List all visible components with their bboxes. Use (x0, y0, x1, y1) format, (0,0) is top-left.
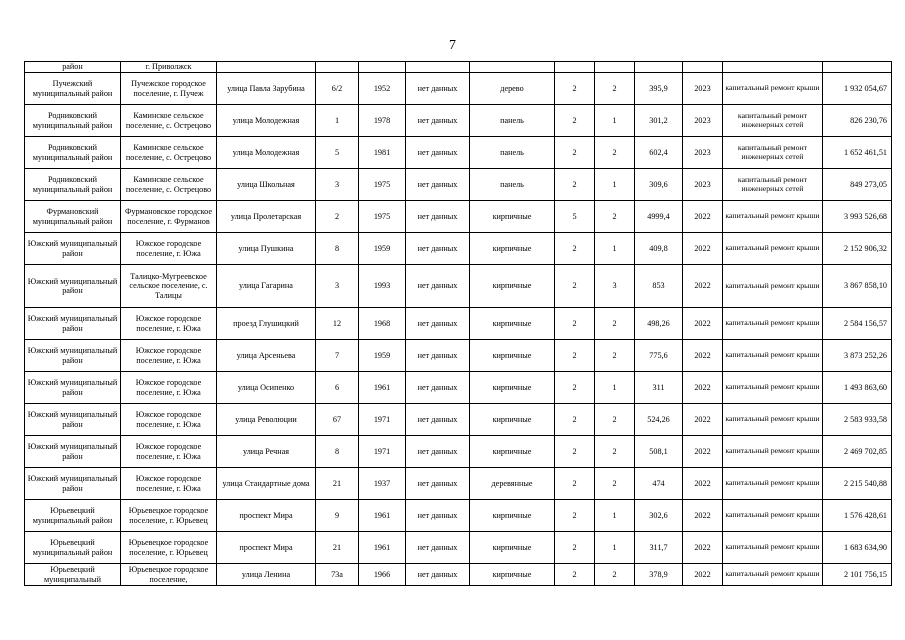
house-number-cell: 8 (316, 436, 359, 468)
build-year-cell: 1937 (359, 468, 406, 500)
table-row (25, 62, 892, 73)
table-row (25, 340, 892, 372)
district-cell: Родниковский муниципальный район (25, 169, 121, 201)
floors-cell: 2 (555, 564, 595, 586)
work-type-cell: капитальный ремонт крыши (723, 73, 823, 105)
house-number-cell: 67 (316, 404, 359, 436)
plan-year-cell: 2022 (683, 564, 723, 586)
area-cell: 853 (635, 265, 683, 308)
entrances-cell: 1 (595, 532, 635, 564)
street-cell: улица Революции (217, 404, 316, 436)
work-type-cell: капитальный ремонт инженерных сетей (723, 169, 823, 201)
district-cell: Юрьевецкий муниципальный район (25, 532, 121, 564)
house-number-cell: 12 (316, 308, 359, 340)
floors-cell: 2 (555, 169, 595, 201)
table-row (25, 532, 892, 564)
street-cell: улица Ленина (217, 564, 316, 586)
district-cell: Родниковский муниципальный район (25, 137, 121, 169)
work-type-cell: капитальный ремонт крыши (723, 468, 823, 500)
plan-year-cell: 2022 (683, 372, 723, 404)
build-year-cell: 1952 (359, 73, 406, 105)
entrances-cell: 1 (595, 233, 635, 265)
wall-material-cell: панель (470, 137, 555, 169)
wall-material-cell: кирпичные (470, 436, 555, 468)
plan-year-cell: 2022 (683, 308, 723, 340)
page-number: 7 (449, 38, 456, 53)
build-year-cell (359, 62, 406, 73)
work-type-cell (723, 62, 823, 73)
table-row (25, 169, 892, 201)
plan-year-cell: 2022 (683, 233, 723, 265)
build-year-cell: 1971 (359, 436, 406, 468)
wall-material-cell: панель (470, 169, 555, 201)
cost-cell: 2 469 702,85 (823, 436, 892, 468)
street-cell: проезд Глушицкий (217, 308, 316, 340)
table-row (25, 372, 892, 404)
district-cell: Родниковский муниципальный район (25, 105, 121, 137)
entrances-cell: 2 (595, 201, 635, 233)
settlement-cell: г. Приволжск (121, 62, 217, 73)
floors-cell: 2 (555, 404, 595, 436)
area-cell: 311,7 (635, 532, 683, 564)
street-cell: улица Осипенко (217, 372, 316, 404)
renovation-cell: нет данных (406, 265, 470, 308)
house-number-cell: 1 (316, 105, 359, 137)
cost-cell: 2 583 933,58 (823, 404, 892, 436)
floors-cell: 2 (555, 372, 595, 404)
settlement-cell: Юрьевецкое городское поселение, (121, 564, 217, 586)
renovation-cell: нет данных (406, 532, 470, 564)
entrances-cell: 2 (595, 340, 635, 372)
settlement-cell: Юрьевецкое городское поселение, г. Юрьевец (121, 532, 217, 564)
floors-cell (555, 62, 595, 73)
renovation-cell: нет данных (406, 436, 470, 468)
housing-register-table (24, 61, 892, 586)
wall-material-cell: деревянные (470, 468, 555, 500)
house-number-cell: 8 (316, 233, 359, 265)
work-type-cell: капитальный ремонт инженерных сетей (723, 105, 823, 137)
floors-cell: 2 (555, 468, 595, 500)
settlement-cell: Южское городское поселение, г. Южа (121, 372, 217, 404)
area-cell: 378,9 (635, 564, 683, 586)
plan-year-cell: 2023 (683, 169, 723, 201)
renovation-cell: нет данных (406, 137, 470, 169)
wall-material-cell (470, 62, 555, 73)
house-number-cell: 3 (316, 169, 359, 201)
cost-cell: 1 683 634,90 (823, 532, 892, 564)
cost-cell: 1 576 428,61 (823, 500, 892, 532)
district-cell: Юрьевецкий муниципальный район (25, 500, 121, 532)
wall-material-cell: кирпичные (470, 308, 555, 340)
area-cell: 498,26 (635, 308, 683, 340)
work-type-cell: капитальный ремонт крыши (723, 233, 823, 265)
wall-material-cell: кирпичные (470, 265, 555, 308)
floors-cell: 2 (555, 73, 595, 105)
street-cell: улица Молодежная (217, 105, 316, 137)
cost-cell: 826 230,76 (823, 105, 892, 137)
renovation-cell: нет данных (406, 404, 470, 436)
renovation-cell: нет данных (406, 233, 470, 265)
entrances-cell: 2 (595, 404, 635, 436)
entrances-cell: 1 (595, 500, 635, 532)
table-row (25, 73, 892, 105)
build-year-cell: 1978 (359, 105, 406, 137)
street-cell: улица Речная (217, 436, 316, 468)
settlement-cell: Юрьевецкое городское поселение, г. Юрьевец (121, 500, 217, 532)
street-cell: улица Стандартные дома (217, 468, 316, 500)
floors-cell: 5 (555, 201, 595, 233)
settlement-cell: Каминское сельское поселение, с. Острецово (121, 169, 217, 201)
table-row (25, 137, 892, 169)
table-row (25, 564, 892, 586)
settlement-cell: Южское городское поселение, г. Южа (121, 340, 217, 372)
house-number-cell: 5 (316, 137, 359, 169)
work-type-cell: капитальный ремонт крыши (723, 404, 823, 436)
district-cell: Южский муниципальный район (25, 404, 121, 436)
build-year-cell: 1975 (359, 169, 406, 201)
cost-cell: 2 584 156,57 (823, 308, 892, 340)
settlement-cell: Талицко-Мугреевское сельское поселение, с. Талицы (121, 265, 217, 308)
renovation-cell (406, 62, 470, 73)
area-cell: 309,6 (635, 169, 683, 201)
renovation-cell: нет данных (406, 105, 470, 137)
house-number-cell (316, 62, 359, 73)
work-type-cell: капитальный ремонт инженерных сетей (723, 137, 823, 169)
build-year-cell: 1959 (359, 340, 406, 372)
build-year-cell: 1961 (359, 372, 406, 404)
table-row (25, 404, 892, 436)
area-cell: 395,9 (635, 73, 683, 105)
plan-year-cell: 2022 (683, 404, 723, 436)
renovation-cell: нет данных (406, 468, 470, 500)
house-number-cell: 3 (316, 265, 359, 308)
district-cell: Южский муниципальный район (25, 436, 121, 468)
entrances-cell: 1 (595, 105, 635, 137)
area-cell: 775,6 (635, 340, 683, 372)
settlement-cell: Южское городское поселение, г. Южа (121, 436, 217, 468)
build-year-cell: 1968 (359, 308, 406, 340)
renovation-cell: нет данных (406, 372, 470, 404)
work-type-cell: капитальный ремонт крыши (723, 308, 823, 340)
cost-cell: 849 273,05 (823, 169, 892, 201)
plan-year-cell: 2022 (683, 340, 723, 372)
wall-material-cell: кирпичные (470, 372, 555, 404)
renovation-cell: нет данных (406, 564, 470, 586)
work-type-cell: капитальный ремонт крыши (723, 436, 823, 468)
entrances-cell: 3 (595, 265, 635, 308)
floors-cell: 2 (555, 340, 595, 372)
table-row (25, 500, 892, 532)
house-number-cell: 7 (316, 340, 359, 372)
district-cell: Южский муниципальный район (25, 233, 121, 265)
cost-cell: 1 652 461,51 (823, 137, 892, 169)
area-cell: 311 (635, 372, 683, 404)
entrances-cell: 1 (595, 169, 635, 201)
table-row (25, 201, 892, 233)
entrances-cell: 2 (595, 564, 635, 586)
work-type-cell: капитальный ремонт крыши (723, 372, 823, 404)
build-year-cell: 1981 (359, 137, 406, 169)
settlement-cell: Каминское сельское поселение, с. Острецово (121, 105, 217, 137)
house-number-cell: 2 (316, 201, 359, 233)
street-cell: улица Молодежная (217, 137, 316, 169)
entrances-cell: 2 (595, 468, 635, 500)
street-cell: улица Арсеньева (217, 340, 316, 372)
plan-year-cell: 2022 (683, 468, 723, 500)
work-type-cell: капитальный ремонт крыши (723, 340, 823, 372)
settlement-cell: Южское городское поселение, г. Южа (121, 233, 217, 265)
build-year-cell: 1966 (359, 564, 406, 586)
cost-cell: 3 873 252,26 (823, 340, 892, 372)
street-cell: улица Школьная (217, 169, 316, 201)
area-cell: 508,1 (635, 436, 683, 468)
table-row (25, 436, 892, 468)
street-cell: улица Пушкина (217, 233, 316, 265)
floors-cell: 2 (555, 308, 595, 340)
table-row (25, 233, 892, 265)
house-number-cell: 73а (316, 564, 359, 586)
build-year-cell: 1959 (359, 233, 406, 265)
floors-cell: 2 (555, 137, 595, 169)
street-cell: улица Павла Зарубина (217, 73, 316, 105)
district-cell: Южский муниципальный район (25, 468, 121, 500)
wall-material-cell: кирпичные (470, 564, 555, 586)
floors-cell: 2 (555, 532, 595, 564)
cost-cell: 1 493 863,60 (823, 372, 892, 404)
cost-cell: 2 101 756,15 (823, 564, 892, 586)
build-year-cell: 1961 (359, 500, 406, 532)
table-row (25, 308, 892, 340)
district-cell: Южский муниципальный район (25, 372, 121, 404)
cost-cell: 3 867 858,10 (823, 265, 892, 308)
area-cell: 602,4 (635, 137, 683, 169)
work-type-cell: капитальный ремонт крыши (723, 500, 823, 532)
entrances-cell: 1 (595, 372, 635, 404)
cost-cell: 3 993 526,68 (823, 201, 892, 233)
house-number-cell: 9 (316, 500, 359, 532)
renovation-cell: нет данных (406, 308, 470, 340)
district-cell: Юрьевецкий муниципальный (25, 564, 121, 586)
settlement-cell: Южское городское поселение, г. Южа (121, 308, 217, 340)
wall-material-cell: дерево (470, 73, 555, 105)
district-cell: Фурмановский муниципальный район (25, 201, 121, 233)
plan-year-cell: 2023 (683, 73, 723, 105)
area-cell: 4999,4 (635, 201, 683, 233)
entrances-cell (595, 62, 635, 73)
settlement-cell: Фурмановское городское поселение, г. Фурманов (121, 201, 217, 233)
entrances-cell: 2 (595, 137, 635, 169)
street-cell: проспект Мира (217, 532, 316, 564)
district-cell: Южский муниципальный район (25, 308, 121, 340)
table-body (25, 62, 892, 586)
floors-cell: 2 (555, 265, 595, 308)
district-cell: Пучежский муниципальный район (25, 73, 121, 105)
build-year-cell: 1971 (359, 404, 406, 436)
renovation-cell: нет данных (406, 500, 470, 532)
build-year-cell: 1961 (359, 532, 406, 564)
street-cell: проспект Мира (217, 500, 316, 532)
wall-material-cell: кирпичные (470, 404, 555, 436)
plan-year-cell: 2023 (683, 105, 723, 137)
entrances-cell: 2 (595, 73, 635, 105)
cost-cell (823, 62, 892, 73)
house-number-cell: 21 (316, 468, 359, 500)
house-number-cell: 6/2 (316, 73, 359, 105)
street-cell: улица Гагарина (217, 265, 316, 308)
renovation-cell: нет данных (406, 73, 470, 105)
area-cell: 302,6 (635, 500, 683, 532)
floors-cell: 2 (555, 500, 595, 532)
area-cell: 301,2 (635, 105, 683, 137)
wall-material-cell: кирпичные (470, 340, 555, 372)
work-type-cell: капитальный ремонт крыши (723, 564, 823, 586)
cost-cell: 2 152 906,32 (823, 233, 892, 265)
plan-year-cell: 2022 (683, 436, 723, 468)
area-cell (635, 62, 683, 73)
renovation-cell: нет данных (406, 169, 470, 201)
district-cell: Южский муниципальный район (25, 265, 121, 308)
house-number-cell: 21 (316, 532, 359, 564)
table-row (25, 105, 892, 137)
build-year-cell: 1975 (359, 201, 406, 233)
entrances-cell: 2 (595, 308, 635, 340)
renovation-cell: нет данных (406, 340, 470, 372)
area-cell: 474 (635, 468, 683, 500)
plan-year-cell: 2022 (683, 500, 723, 532)
entrances-cell: 2 (595, 436, 635, 468)
work-type-cell: капитальный ремонт крыши (723, 265, 823, 308)
plan-year-cell: 2022 (683, 265, 723, 308)
cost-cell: 2 215 540,88 (823, 468, 892, 500)
street-cell: улица Пролетарская (217, 201, 316, 233)
wall-material-cell: кирпичные (470, 500, 555, 532)
settlement-cell: Каминское сельское поселение, с. Острецово (121, 137, 217, 169)
floors-cell: 2 (555, 436, 595, 468)
wall-material-cell: панель (470, 105, 555, 137)
street-cell (217, 62, 316, 73)
cost-cell: 1 932 054,67 (823, 73, 892, 105)
area-cell: 524,26 (635, 404, 683, 436)
house-number-cell: 6 (316, 372, 359, 404)
wall-material-cell: кирпичные (470, 201, 555, 233)
work-type-cell: капитальный ремонт крыши (723, 532, 823, 564)
settlement-cell: Южское городское поселение, г. Южа (121, 468, 217, 500)
floors-cell: 2 (555, 233, 595, 265)
plan-year-cell (683, 62, 723, 73)
settlement-cell: Южское городское поселение, г. Южа (121, 404, 217, 436)
build-year-cell: 1993 (359, 265, 406, 308)
plan-year-cell: 2022 (683, 201, 723, 233)
work-type-cell: капитальный ремонт крыши (723, 201, 823, 233)
district-cell: район (25, 62, 121, 73)
area-cell: 409,8 (635, 233, 683, 265)
wall-material-cell: кирпичные (470, 233, 555, 265)
table-row (25, 265, 892, 308)
plan-year-cell: 2023 (683, 137, 723, 169)
district-cell: Южский муниципальный район (25, 340, 121, 372)
wall-material-cell: кирпичные (470, 532, 555, 564)
renovation-cell: нет данных (406, 201, 470, 233)
plan-year-cell: 2022 (683, 532, 723, 564)
settlement-cell: Пучежское городское поселение, г. Пучеж (121, 73, 217, 105)
floors-cell: 2 (555, 105, 595, 137)
table-row (25, 468, 892, 500)
